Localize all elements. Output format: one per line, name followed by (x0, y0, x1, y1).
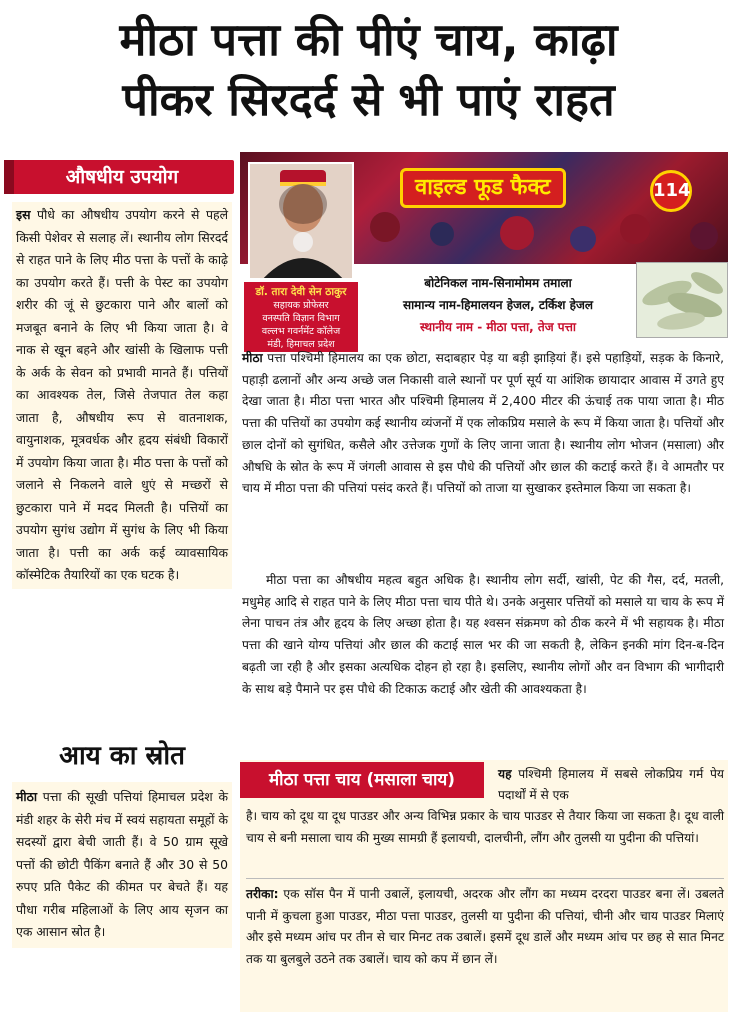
tea-intro (498, 764, 724, 806)
author-portrait-icon (250, 164, 354, 280)
tea-intro-lead: यह (498, 767, 512, 781)
headline-line-1: मीठा पत्ता की पीएं चाय, काढ़ा (119, 13, 618, 66)
common-name: सामान्य नाम-हिमालयन हेजल, टर्किश हेजल (402, 298, 594, 312)
body-paragraph-2: मीठा पत्ता का औषधीय महत्व बहुत अधिक है। स्थानीय लोग सर्दी, खांसी, पेट की गैस, दर्द, मतली, मधुमेह आदि से राहत पाने के लिए मीठा पत्ता चाय पीते थे। उनके अनुसार पत्तियों को मसाले या चाय के रूप में लेना पाचन तंत्र और हृदय के लिए अच्छा होता है। यह श्वसन संक्रमण को ठीक करने में भी सहायक है। मीठा पत्ता की खाने योग्य पत्तियां और छाल की कटाई साल भर की जा सकती है, लेकिन इनकी मांग दिन-ब-दिन बढ़ती जा रही है और इसका अत्यधिक दोहन हो रहा है। इसलिए, स्थानीय लोगों और वन विभाग की भागीदारी के साथ बड़े पैमाने पर इस पौधे की टिकाऊ कटाई और खेती की आवश्यकता है। (242, 573, 724, 696)
left-column (10, 152, 234, 1012)
bay-leaf-icon (637, 263, 728, 338)
medicinal-use-lead: इस (16, 207, 31, 222)
author-location: मंडी, हिमाचल प्रदेश (267, 339, 335, 350)
tea-method (246, 884, 724, 970)
local-name: स्थानीय नाम - मीठा पत्ता, तेज पत्ता (419, 320, 577, 334)
author-photo (248, 162, 354, 280)
body-paragraph-1-lead: मीठा (242, 351, 263, 365)
wild-food-fact-title: वाइल्ड फूड फैक्ट (400, 168, 566, 208)
tea-method-text: एक सॉस पैन में पानी उबालें, इलायची, अदरक और लौंग का मध्यम दरदरा पाउडर बना लें। उबलते पानी में कुचला हुआ पाउडर, मीठा पत्ता पाउडर, तुलसी या पुदीना की पत्तियां, चीनी और चाय पाउडर मिलाएं और इसे मध्यम आंच पर तीन से चार मिनट तक उबालें। इसमें दूध डालें और मध्यम आंच पर छह से सात मिनट तक या बुलबुले उठने तक उबालें। चाय को कप में छान लें। (246, 887, 724, 966)
author-name: डॉ. तारा देवी सेन ठाकुर (255, 286, 347, 298)
dried-leaves-photo (636, 262, 728, 338)
tea-body: है। चाय को दूध या दूध पाउडर और अन्य विभिन्न प्रकार के चाय पाउडर से तैयार किया जा सकता है। दूध वाली चाय से बनी मसाला चाय की मुख्य सामग्री हैं इलायची, दालचीनी, लौंग और तुलसी या पुदीना की पत्तियां। (246, 809, 724, 845)
medicinal-use-text (12, 202, 232, 589)
headline (14, 10, 723, 130)
body-paragraph-1 (242, 348, 724, 500)
author-credit (244, 282, 358, 352)
medicinal-use-banner: औषधीय उपयोग (10, 160, 234, 194)
income-source-text (12, 782, 232, 948)
author-department: वनस्पति विज्ञान विभाग (262, 313, 340, 324)
series-number-badge: 114 (650, 170, 692, 212)
tea-intro-text: पश्चिमी हिमालय में सबसे लोकप्रिय गर्म पेय पदार्थों में से एक (498, 767, 724, 802)
body-paragraph-1-text: पत्ता पश्चिमी हिमालय का एक छोटा, सदाबहार पेड़ या बड़ी झाड़ियां हैं। इसे पहाड़ियों, सड़क के किनारे, पहाड़ी ढलानों और अन्य अच्छे जल निकासी वाले स्थानों पर पूर्ण सूर्य या आंशिक छायादार आवास में उगते हुए देखा जाता है। मीठा पत्ता भारत और पश्चिमी हिमालय में 2,400 मीटर की ऊंचाई तक पाया जाता है। मीठ पत्ता की पत्तियों का उपयोग कई स्थानीय व्यंजनों में एक लोकप्रिय मसाले के रूप में किया जाता है। पत्तियों और छाल दोनों को सुगंधित, कसैले और उत्तेजक गुणों के लिए जाना जाता है। स्थानीय लोग भोजन (मसाला) और औषधि के स्रोत के रूप में जंगली आवास से इस पौधे की पत्तियों और छाल की कटाई करते हैं। वे आमतौर पर चाय में मीठा पत्ता की पत्तियां पसंद करते हैं। पत्तियों को ताजा या सुखाकर इस्तेमाल किया जा सकता है। (242, 351, 724, 496)
tea-method-label: तरीका: (246, 887, 279, 901)
headline-line-2: पीकर सिरदर्द से भी पाएं राहत (122, 73, 615, 126)
author-designation: सहायक प्रोफेसर (273, 300, 329, 311)
botanical-name: बोटेनिकल नाम-सिनामोमम तमाला (424, 276, 572, 290)
income-source-body: पत्ता की सूखी पत्तियां हिमाचल प्रदेश के मंडी शहर के सेरी मंच में स्वयं सहायता समूहों के सदस्यों द्वारा बेची जाती हैं। वे 50 ग्राम सूखे पत्तों की छोटी पैकिंग बनाते हैं और 30 से 50 रुपए प्रति पैकेट की कीमत पर बेचते हैं। यह पौधा गरीब महिलाओं के लिए आय सृजन का एक आसान स्रोत है। (16, 789, 228, 939)
income-source-lead: मीठा (16, 789, 38, 804)
tea-divider (246, 878, 724, 879)
medicinal-use-body: पौधे का औषधीय उपयोग करने से पहले किसी पेशेवर से सलाह लें। स्थानीय लोग सिरदर्द से राहत पाने के लिए मीठ पत्ता के पत्तों के काढ़े का उपयोग करते हैं। पत्ती के पेस्ट का उपयोग शरीर की जूं से छुटकारा पाने और बालों को मजबूत बनाने के लिए भी किया जाता है। वे नाक से खून बहने और खांसी के खिलाफ पत्ती के अर्क के सेवन को प्रभावी मानते हैं। पत्तियों का आवश्यक तेल, जिसे तेजपात तेल कहा जाता है, औषधीय रूप से वातनाशक, वायुनाशक, मूत्रवर्धक और हृदय संबंधी विकारों में उपयोग किया जाता है। मीठ पत्ता के पत्तों को जलाने से निकलने वाले धुएं से मच्छरों से छुटकारा पाने में मदद मिलती है। पत्तियों का उपयोग सुगंध उद्योग में सुगंध के लिए भी किया जाता है। पत्ती का अर्क कई व्यावसायिक कॉस्मेटिक तैयारियों का एक घटक है। (16, 207, 228, 582)
tea-banner: मीठा पत्ता चाय (मसाला चाय) (240, 762, 484, 798)
tea-section (240, 760, 728, 1012)
author-college: वल्लभ गवर्नमेंट कॉलेज (261, 326, 341, 337)
income-source-title: आय का स्रोत (59, 741, 185, 771)
plant-names (368, 272, 628, 338)
